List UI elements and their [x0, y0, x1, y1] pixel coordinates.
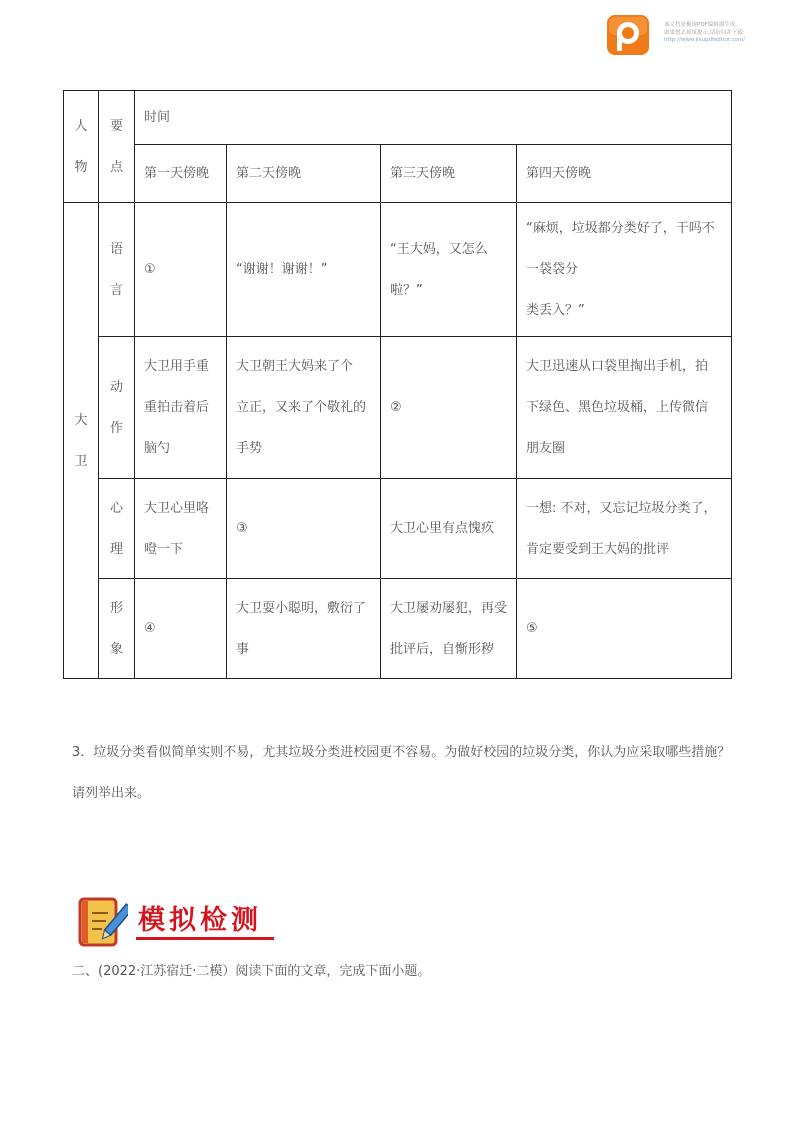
table-row-action	[64, 337, 732, 479]
cell-image-day-4: ⑤	[517, 579, 732, 679]
cell-language-day-2: “谢谢！谢谢！”	[227, 203, 381, 337]
cell-language-day-1: ①	[135, 203, 227, 337]
person-name: 大 卫	[64, 203, 99, 679]
cell-mind-day-2: ③	[227, 479, 381, 579]
cell-action-day-1: 大卫用手重 重拍击着后 脑勺	[135, 337, 227, 479]
header-day-4: 第四天傍晚	[517, 145, 732, 203]
cell-language-day-4: “麻烦，垃圾都分类好了，干吗不 一袋袋分 类丢入？”	[517, 203, 732, 337]
row-label-language: 语 言	[99, 203, 135, 337]
cell-mind-day-3: 大卫心里有点愧疚	[381, 479, 517, 579]
header-point: 要 点	[99, 91, 135, 203]
watermark-line-2: 如果想去掉该提示,请访问并下载:	[664, 29, 745, 36]
cell-image-day-1: ④	[135, 579, 227, 679]
cell-image-day-2: 大卫耍小聪明，敷衍了 事	[227, 579, 381, 679]
cell-language-day-3: “王大妈，又怎么 啦？”	[381, 203, 517, 337]
header-day-2: 第二天傍晚	[227, 145, 381, 203]
watermark	[664, 22, 784, 45]
cell-mind-day-4: 一想: 不对，又忘记垃圾分类了， 肯定要受到王大妈的批评	[517, 479, 732, 579]
question-3: 3．垃圾分类看似简单实则不易，尤其垃圾分类进校园更不容易。为做好校园的垃圾分类，你认为应采取哪些措施？请列举出来。	[72, 745, 731, 801]
header-person: 人 物	[64, 91, 99, 203]
cell-image-day-3: 大卫屡劝屡犯，再受 批评后，自惭形秽	[381, 579, 517, 679]
row-label-mind: 心 理	[99, 479, 135, 579]
cell-mind-day-1: 大卫心里咯 噔一下	[135, 479, 227, 579]
cell-action-day-4: 大卫迅速从口袋里掏出手机，拍 下绿色、黑色垃圾桶，上传微信 朋友圈	[517, 337, 732, 479]
header-day-3: 第三天傍晚	[381, 145, 517, 203]
section-underline	[136, 937, 274, 940]
header-day-1: 第一天傍晚	[135, 145, 227, 203]
section-title: 模拟检测	[138, 905, 262, 936]
cell-action-day-3: ②	[381, 337, 517, 479]
watermark-url[interactable]: http://www.jisupdfeditor.com/	[664, 37, 745, 43]
cell-action-day-2: 大卫朝王大妈来了个 立正，又来了个敬礼的 手势	[227, 337, 381, 479]
character-analysis-table	[63, 90, 732, 679]
watermark-line-1: 该文档是极速PDF编辑器生成,	[664, 22, 737, 28]
notebook-pencil-icon	[76, 895, 128, 949]
table-row-language	[64, 203, 732, 337]
pdf-editor-logo-icon	[606, 14, 650, 56]
row-label-image: 形 象	[99, 579, 135, 679]
header-time: 时间	[135, 91, 732, 145]
table-row-mind	[64, 479, 732, 579]
table-row-image	[64, 579, 732, 679]
part-2-instructions: 二、(2022·江苏宿迁·二模）阅读下面的文章，完成下面小题。	[72, 964, 431, 979]
row-label-action: 动 作	[99, 337, 135, 479]
